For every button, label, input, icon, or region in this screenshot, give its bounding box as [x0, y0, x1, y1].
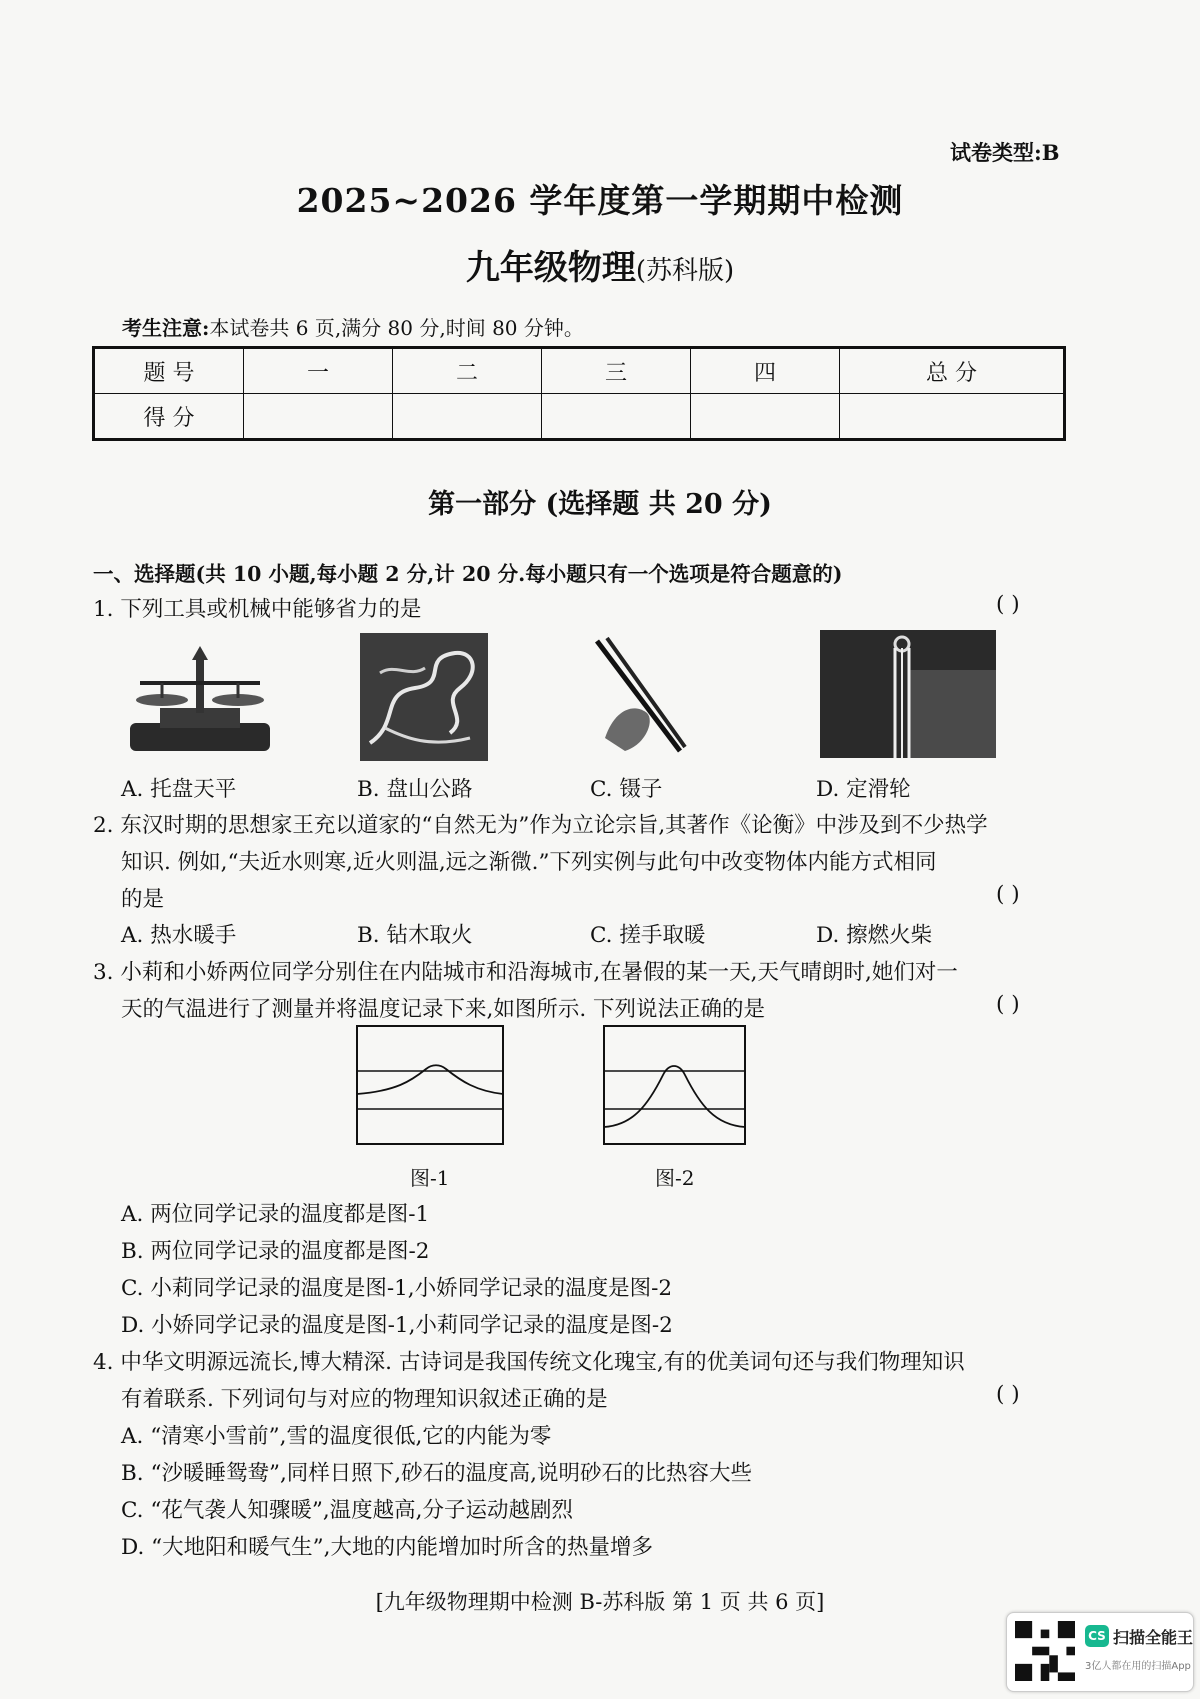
q4-option-a[interactable]: A. “清寒小雪前”,雪的温度很低,它的内能为零	[121, 1424, 552, 1449]
q3-stem-line2: 天的气温进行了测量并将温度记录下来,如图所示. 下列说法正确的是	[121, 997, 766, 1022]
mountain-road-image	[360, 633, 488, 761]
scanner-watermark	[1006, 1612, 1194, 1692]
score-cell-label: 题 号	[94, 348, 244, 394]
score-blank[interactable]	[244, 394, 393, 440]
page-footer: [九年级物理期中检测 B-苏科版 第 1 页 共 6 页]	[375, 1590, 825, 1614]
q2-option-a[interactable]: A. 热水暖手	[121, 923, 237, 948]
score-blank[interactable]	[542, 394, 691, 440]
scanner-slogan: 3亿人都在用的扫描App	[1085, 1661, 1191, 1672]
q3-answer-paren: ( )	[996, 992, 1020, 1017]
exam-title: 2025~2026 学年度第一学期期中检测	[296, 181, 904, 220]
q2-stem-line1: 2. 东汉时期的思想家王充以道家的“自然无为”作为立论宗旨,其著作《论衡》中涉及到不少热学	[93, 813, 988, 838]
q1-answer-paren: ( )	[996, 592, 1020, 617]
q1-option-b[interactable]: B. 盘山公路	[357, 777, 473, 802]
score-cell-part1: 一	[244, 348, 393, 394]
score-cell-part3: 三	[542, 348, 691, 394]
q3-option-b[interactable]: B. 两位同学记录的温度都是图-2	[121, 1239, 430, 1264]
q2-option-d[interactable]: D. 擦燃火柴	[816, 923, 933, 948]
subject-title	[0, 240, 1200, 289]
score-table-header-row	[94, 348, 1065, 394]
notice-label: 考生注意:	[122, 316, 210, 340]
edition-label: (苏科版)	[635, 256, 735, 286]
q3-option-d[interactable]: D. 小娇同学记录的温度是图-1,小莉同学记录的温度是图-2	[121, 1313, 673, 1338]
q3-stem-line1: 3. 小莉和小娇两位同学分别住在内陆城市和沿海城市,在暑假的某一天,天气晴朗时,她们对一	[93, 960, 958, 985]
q2-option-b[interactable]: B. 钻木取火	[357, 923, 473, 948]
temperature-graph-2	[603, 1025, 746, 1145]
q1-option-c[interactable]: C. 镊子	[590, 777, 663, 802]
score-cell-part2: 二	[393, 348, 542, 394]
figure-1-caption: 图-1	[410, 1166, 450, 1190]
q3-option-a[interactable]: A. 两位同学记录的温度都是图-1	[121, 1202, 430, 1227]
balance-scale-image	[120, 638, 280, 758]
q4-option-b[interactable]: B. “沙暖睡鸳鸯”,同样日照下,砂石的温度高,说明砂石的比热容大些	[121, 1461, 752, 1486]
q2-stem-line3: 的是	[121, 887, 165, 912]
score-blank[interactable]	[393, 394, 542, 440]
q1-stem: 1. 下列工具或机械中能够省力的是	[93, 597, 422, 622]
q4-answer-paren: ( )	[996, 1382, 1020, 1407]
q1-option-d[interactable]: D. 定滑轮	[816, 777, 911, 802]
fixed-pulley-image	[820, 630, 996, 758]
score-row-label: 得 分	[94, 394, 244, 440]
score-table-score-row	[94, 394, 1065, 440]
score-cell-total: 总 分	[840, 348, 1065, 394]
q4-stem-line2: 有着联系. 下列词句与对应的物理知识叙述正确的是	[121, 1387, 608, 1412]
temperature-graph-1	[356, 1025, 504, 1145]
q2-option-c[interactable]: C. 搓手取暖	[590, 923, 706, 948]
paper-type-label: 试卷类型:B	[950, 140, 1060, 165]
q4-stem-line1: 4. 中华文明源远流长,博大精深. 古诗词是我国传统文化瑰宝,有的优美词句还与我们物理知识	[93, 1350, 965, 1375]
notice-text: 本试卷共 6 页,满分 80 分,时间 80 分钟。	[209, 316, 584, 340]
tweezers-image	[585, 633, 705, 758]
score-blank[interactable]	[840, 394, 1065, 440]
exam-notice	[122, 312, 584, 341]
score-table	[92, 346, 1066, 441]
q4-option-d[interactable]: D. “大地阳和暖气生”,大地的内能增加时所含的热量增多	[121, 1535, 653, 1560]
section-one-title: 一、选择题(共 10 小题,每小题 2 分,计 20 分.每小题只有一个选项是符合题意的)	[93, 562, 843, 586]
camscanner-logo-icon: CS	[1085, 1625, 1109, 1647]
q2-answer-paren: ( )	[996, 882, 1020, 907]
subject-name: 九年级物理	[465, 248, 636, 288]
qr-code-icon	[1015, 1621, 1075, 1681]
scanner-app-name: 扫描全能王	[1113, 1628, 1194, 1647]
q3-option-c[interactable]: C. 小莉同学记录的温度是图-1,小娇同学记录的温度是图-2	[121, 1276, 673, 1301]
figure-2-caption: 图-2	[655, 1166, 695, 1190]
q1-option-a[interactable]: A. 托盘天平	[121, 777, 237, 802]
part-one-title: 第一部分 (选择题 共 20 分)	[428, 489, 772, 520]
score-cell-part4: 四	[691, 348, 840, 394]
q2-stem-line2: 知识. 例如,“夫近水则寒,近火则温,远之渐微.”下列实例与此句中改变物体内能方式相同	[121, 850, 937, 875]
q4-option-c[interactable]: C. “花气袭人知骤暖”,温度越高,分子运动越剧烈	[121, 1498, 574, 1523]
score-blank[interactable]	[691, 394, 840, 440]
